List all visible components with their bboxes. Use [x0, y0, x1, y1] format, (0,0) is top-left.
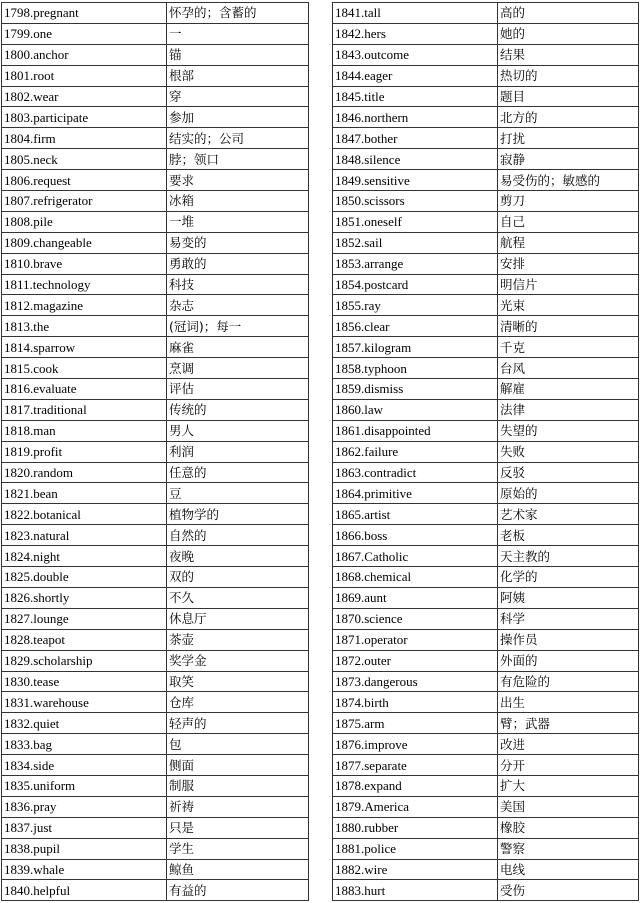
word-cell: 1871.operator	[333, 629, 498, 650]
meaning-cell: 打扰	[498, 128, 639, 149]
word-cell: 1847.bother	[333, 128, 498, 149]
word-cell: 1826.shortly	[2, 587, 167, 608]
word-cell: 1810.brave	[2, 253, 167, 274]
table-row	[2, 86, 309, 107]
word-cell: 1817.traditional	[2, 399, 167, 420]
meaning-cell: 高的	[498, 3, 639, 24]
word-cell: 1801.root	[2, 65, 167, 86]
table-row	[2, 211, 309, 232]
word-cell: 1881.police	[333, 838, 498, 859]
meaning-cell: 只是	[167, 817, 309, 838]
word-cell: 1852.sail	[333, 232, 498, 253]
table-row	[2, 274, 309, 295]
meaning-cell: 一	[167, 23, 309, 44]
word-cell: 1830.tease	[2, 671, 167, 692]
table-row	[2, 775, 309, 796]
word-cell: 1813.the	[2, 316, 167, 337]
meaning-cell: 杂志	[167, 295, 309, 316]
table-row	[333, 692, 639, 713]
meaning-cell: 北方的	[498, 107, 639, 128]
meaning-cell: 天主教的	[498, 546, 639, 567]
table-row	[2, 399, 309, 420]
table-row	[333, 546, 639, 567]
word-cell: 1843.outcome	[333, 44, 498, 65]
meaning-cell: 评估	[167, 379, 309, 400]
meaning-cell: 改进	[498, 734, 639, 755]
word-cell: 1842.hers	[333, 23, 498, 44]
meaning-cell: 侧面	[167, 755, 309, 776]
table-row	[2, 462, 309, 483]
meaning-cell: 奖学金	[167, 650, 309, 671]
meaning-cell: 失望的	[498, 420, 639, 441]
table-row	[2, 232, 309, 253]
meaning-cell: 有危险的	[498, 671, 639, 692]
table-row	[333, 504, 639, 525]
table-row	[2, 567, 309, 588]
table-row	[2, 379, 309, 400]
word-cell: 1859.dismiss	[333, 379, 498, 400]
table-row	[2, 420, 309, 441]
meaning-cell: 寂静	[498, 149, 639, 170]
table-row	[2, 838, 309, 859]
table-row	[333, 420, 639, 441]
table-row	[2, 128, 309, 149]
word-cell: 1829.scholarship	[2, 650, 167, 671]
word-cell: 1870.science	[333, 608, 498, 629]
word-cell: 1848.silence	[333, 149, 498, 170]
word-cell: 1806.request	[2, 170, 167, 191]
word-cell: 1815.cook	[2, 358, 167, 379]
table-row	[333, 3, 639, 24]
word-cell: 1823.natural	[2, 525, 167, 546]
meaning-cell: 外面的	[498, 650, 639, 671]
meaning-cell: 美国	[498, 796, 639, 817]
table-row	[333, 399, 639, 420]
meaning-cell: 剪刀	[498, 191, 639, 212]
table-row	[333, 608, 639, 629]
table-row	[333, 232, 639, 253]
table-row	[2, 170, 309, 191]
table-row	[2, 755, 309, 776]
word-cell: 1858.typhoon	[333, 358, 498, 379]
word-cell: 1857.kilogram	[333, 337, 498, 358]
table-row	[333, 211, 639, 232]
word-cell: 1833.bag	[2, 734, 167, 755]
word-cell: 1807.refrigerator	[2, 191, 167, 212]
table-row	[2, 483, 309, 504]
word-cell: 1865.artist	[333, 504, 498, 525]
table-row	[2, 253, 309, 274]
word-cell: 1802.wear	[2, 86, 167, 107]
word-cell: 1864.primitive	[333, 483, 498, 504]
meaning-cell: 学生	[167, 838, 309, 859]
table-row	[2, 504, 309, 525]
meaning-cell: 台风	[498, 358, 639, 379]
word-cell: 1868.chemical	[333, 567, 498, 588]
table-row	[333, 274, 639, 295]
meaning-cell: 题目	[498, 86, 639, 107]
table-row	[333, 379, 639, 400]
meaning-cell: 豆	[167, 483, 309, 504]
table-row	[333, 462, 639, 483]
meaning-cell: 科学	[498, 608, 639, 629]
table-row	[333, 23, 639, 44]
table-row	[2, 629, 309, 650]
table-row	[333, 880, 639, 901]
table-row	[333, 337, 639, 358]
word-cell: 1827.lounge	[2, 608, 167, 629]
word-cell: 1860.law	[333, 399, 498, 420]
meaning-cell: 科技	[167, 274, 309, 295]
meaning-cell: 结果	[498, 44, 639, 65]
table-row	[333, 755, 639, 776]
meaning-cell: 勇敢的	[167, 253, 309, 274]
meaning-cell: 鲸鱼	[167, 859, 309, 880]
word-cell: 1799.one	[2, 23, 167, 44]
table-row	[2, 859, 309, 880]
word-cell: 1824.night	[2, 546, 167, 567]
meaning-cell: 穿	[167, 86, 309, 107]
table-row	[333, 65, 639, 86]
word-cell: 1798.pregnant	[2, 3, 167, 24]
table-row	[333, 358, 639, 379]
table-row	[2, 796, 309, 817]
table-row	[2, 587, 309, 608]
meaning-cell: 传统的	[167, 399, 309, 420]
table-row	[333, 483, 639, 504]
word-cell: 1838.pupil	[2, 838, 167, 859]
table-row	[333, 713, 639, 734]
meaning-cell: 包	[167, 734, 309, 755]
meaning-cell: 千克	[498, 337, 639, 358]
meaning-cell: 结实的；公司	[167, 128, 309, 149]
meaning-cell: 艺术家	[498, 504, 639, 525]
table-row	[333, 191, 639, 212]
meaning-cell: 操作员	[498, 629, 639, 650]
meaning-cell: 易受伤的；敏感的	[498, 170, 639, 191]
table-row	[2, 650, 309, 671]
meaning-cell: 制服	[167, 775, 309, 796]
word-cell: 1831.warehouse	[2, 692, 167, 713]
word-cell: 1808.pile	[2, 211, 167, 232]
word-cell: 1845.title	[333, 86, 498, 107]
meaning-cell: 明信片	[498, 274, 639, 295]
word-cell: 1822.botanical	[2, 504, 167, 525]
word-cell: 1820.random	[2, 462, 167, 483]
table-row	[333, 629, 639, 650]
word-cell: 1878.expand	[333, 775, 498, 796]
vocab-table-left	[1, 2, 309, 901]
word-cell: 1834.side	[2, 755, 167, 776]
word-cell: 1875.arm	[333, 713, 498, 734]
meaning-cell: 电线	[498, 859, 639, 880]
table-row	[333, 44, 639, 65]
word-cell: 1883.hurt	[333, 880, 498, 901]
meaning-cell: 仓库	[167, 692, 309, 713]
table-row	[2, 191, 309, 212]
meaning-cell: 她的	[498, 23, 639, 44]
meaning-cell: 冰箱	[167, 191, 309, 212]
word-cell: 1816.evaluate	[2, 379, 167, 400]
word-cell: 1880.rubber	[333, 817, 498, 838]
table-row	[333, 838, 639, 859]
table-row	[333, 253, 639, 274]
table-row	[2, 525, 309, 546]
word-cell: 1835.uniform	[2, 775, 167, 796]
meaning-cell: 分开	[498, 755, 639, 776]
meaning-cell: 臂；武器	[498, 713, 639, 734]
table-row	[2, 358, 309, 379]
word-cell: 1873.dangerous	[333, 671, 498, 692]
table-row	[333, 859, 639, 880]
word-cell: 1846.northern	[333, 107, 498, 128]
table-row	[333, 316, 639, 337]
meaning-cell: 取笑	[167, 671, 309, 692]
meaning-cell: 清晰的	[498, 316, 639, 337]
meaning-cell: 要求	[167, 170, 309, 191]
table-row	[2, 608, 309, 629]
meaning-cell: 解雇	[498, 379, 639, 400]
table-row	[2, 316, 309, 337]
word-cell: 1876.improve	[333, 734, 498, 755]
table-row	[2, 546, 309, 567]
meaning-cell: 祈祷	[167, 796, 309, 817]
table-row	[2, 295, 309, 316]
table-row	[333, 587, 639, 608]
meaning-cell: 反驳	[498, 462, 639, 483]
table-row	[2, 23, 309, 44]
table-row	[333, 295, 639, 316]
word-cell: 1828.teapot	[2, 629, 167, 650]
meaning-cell: 安排	[498, 253, 639, 274]
table-row	[333, 775, 639, 796]
table-row	[333, 86, 639, 107]
table-row	[333, 128, 639, 149]
word-cell: 1814.sparrow	[2, 337, 167, 358]
table-row	[333, 525, 639, 546]
meaning-cell: 不久	[167, 587, 309, 608]
meaning-cell: 航程	[498, 232, 639, 253]
table-row	[333, 441, 639, 462]
word-cell: 1863.contradict	[333, 462, 498, 483]
meaning-cell: 休息厅	[167, 608, 309, 629]
meaning-cell: 脖；领口	[167, 149, 309, 170]
word-cell: 1811.technology	[2, 274, 167, 295]
meaning-cell: 热切的	[498, 65, 639, 86]
word-cell: 1862.failure	[333, 441, 498, 462]
table-row	[333, 170, 639, 191]
meaning-cell: 利润	[167, 441, 309, 462]
word-cell: 1818.man	[2, 420, 167, 441]
word-cell: 1853.arrange	[333, 253, 498, 274]
word-cell: 1800.anchor	[2, 44, 167, 65]
table-row	[333, 650, 639, 671]
word-cell: 1882.wire	[333, 859, 498, 880]
table-row	[2, 880, 309, 901]
meaning-cell: 根部	[167, 65, 309, 86]
table-row	[333, 817, 639, 838]
table-row	[2, 65, 309, 86]
table-row	[2, 337, 309, 358]
word-cell: 1851.oneself	[333, 211, 498, 232]
word-cell: 1809.changeable	[2, 232, 167, 253]
word-cell: 1879.America	[333, 796, 498, 817]
table-row	[2, 44, 309, 65]
word-cell: 1836.pray	[2, 796, 167, 817]
word-cell: 1812.magazine	[2, 295, 167, 316]
word-cell: 1805.neck	[2, 149, 167, 170]
word-cell: 1869.aunt	[333, 587, 498, 608]
meaning-cell: 夜晚	[167, 546, 309, 567]
word-cell: 1803.participate	[2, 107, 167, 128]
word-cell: 1850.scissors	[333, 191, 498, 212]
word-cell: 1839.whale	[2, 859, 167, 880]
table-row	[2, 107, 309, 128]
meaning-cell: 一堆	[167, 211, 309, 232]
meaning-cell: 怀孕的；含蓄的	[167, 3, 309, 24]
table-row	[2, 671, 309, 692]
word-cell: 1854.postcard	[333, 274, 498, 295]
meaning-cell: 茶壶	[167, 629, 309, 650]
meaning-cell: 轻声的	[167, 713, 309, 734]
table-row	[333, 734, 639, 755]
table-row	[333, 567, 639, 588]
meaning-cell: 有益的	[167, 880, 309, 901]
table-row	[333, 671, 639, 692]
meaning-cell: 警察	[498, 838, 639, 859]
word-cell: 1867.Catholic	[333, 546, 498, 567]
table-row	[2, 713, 309, 734]
meaning-cell: 光束	[498, 295, 639, 316]
table-row	[333, 149, 639, 170]
word-cell: 1866.boss	[333, 525, 498, 546]
word-cell: 1819.profit	[2, 441, 167, 462]
word-cell: 1856.clear	[333, 316, 498, 337]
table-row	[2, 817, 309, 838]
word-cell: 1837.just	[2, 817, 167, 838]
word-cell: 1874.birth	[333, 692, 498, 713]
meaning-cell: 易变的	[167, 232, 309, 253]
meaning-cell: 阿姨	[498, 587, 639, 608]
meaning-cell: 原始的	[498, 483, 639, 504]
word-cell: 1861.disappointed	[333, 420, 498, 441]
word-cell: 1804.firm	[2, 128, 167, 149]
meaning-cell: 化学的	[498, 567, 639, 588]
table-row	[2, 734, 309, 755]
word-cell: 1849.sensitive	[333, 170, 498, 191]
meaning-cell: 烹调	[167, 358, 309, 379]
meaning-cell: 参加	[167, 107, 309, 128]
table-row	[333, 107, 639, 128]
meaning-cell: 双的	[167, 567, 309, 588]
table-row	[2, 3, 309, 24]
word-cell: 1821.bean	[2, 483, 167, 504]
meaning-cell: 老板	[498, 525, 639, 546]
meaning-cell: 失败	[498, 441, 639, 462]
table-row	[2, 441, 309, 462]
meaning-cell: 锚	[167, 44, 309, 65]
word-cell: 1844.eager	[333, 65, 498, 86]
meaning-cell: (冠词)；每一	[167, 316, 309, 337]
word-cell: 1825.double	[2, 567, 167, 588]
word-cell: 1840.helpful	[2, 880, 167, 901]
word-cell: 1872.outer	[333, 650, 498, 671]
meaning-cell: 任意的	[167, 462, 309, 483]
table-row	[2, 149, 309, 170]
word-cell: 1832.quiet	[2, 713, 167, 734]
word-cell: 1841.tall	[333, 3, 498, 24]
meaning-cell: 橡胶	[498, 817, 639, 838]
word-cell: 1877.separate	[333, 755, 498, 776]
meaning-cell: 麻雀	[167, 337, 309, 358]
meaning-cell: 受伤	[498, 880, 639, 901]
meaning-cell: 自己	[498, 211, 639, 232]
meaning-cell: 出生	[498, 692, 639, 713]
meaning-cell: 法律	[498, 399, 639, 420]
word-cell: 1855.ray	[333, 295, 498, 316]
meaning-cell: 自然的	[167, 525, 309, 546]
meaning-cell: 男人	[167, 420, 309, 441]
meaning-cell: 扩大	[498, 775, 639, 796]
table-row	[2, 692, 309, 713]
table-row	[333, 796, 639, 817]
meaning-cell: 植物学的	[167, 504, 309, 525]
vocab-table-right	[332, 2, 639, 901]
